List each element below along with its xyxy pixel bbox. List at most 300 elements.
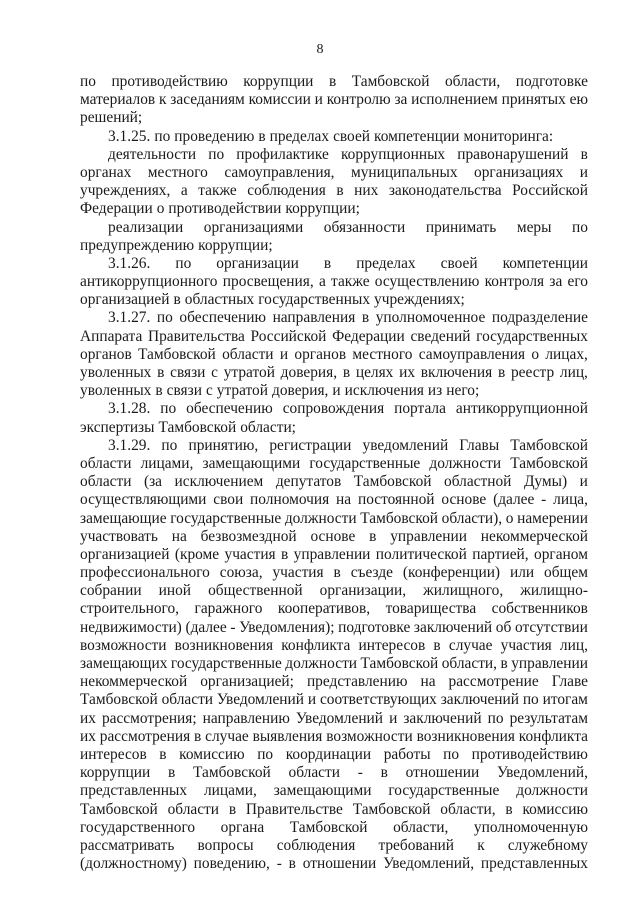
word: Тамбовской [80, 800, 158, 818]
word: области, [444, 73, 501, 90]
text-line [80, 728, 588, 746]
text-line [80, 91, 588, 109]
word: мониторинга: [463, 127, 554, 145]
word: рассмотрение [448, 673, 539, 691]
word: управлении [293, 545, 371, 563]
word: должности [285, 655, 358, 672]
text-line [80, 328, 588, 346]
word: коррупции [80, 764, 151, 782]
word: своей [440, 254, 478, 272]
word: в [228, 800, 237, 818]
word: полномочия [250, 491, 330, 509]
word: области, [441, 655, 497, 672]
word: их [399, 364, 416, 381]
word: Тамбовской [158, 418, 237, 436]
word: жилищно- [520, 582, 588, 600]
word: по [572, 218, 588, 236]
word: организациях [474, 163, 564, 181]
word: депутатов [275, 473, 342, 491]
word: в [173, 291, 181, 309]
text-line [80, 273, 588, 291]
word: Российской [250, 327, 327, 345]
word: 3.1.26. [108, 254, 151, 272]
word: соблюдения [276, 836, 356, 854]
word: в [336, 182, 344, 200]
word: 3.1.29. [108, 436, 151, 454]
word: по [154, 127, 171, 145]
word: материалов [80, 91, 156, 109]
word: реализации [108, 218, 184, 236]
text-line [80, 128, 588, 146]
word: в [258, 127, 266, 145]
word: собственников [491, 600, 588, 618]
word: (кроме [174, 545, 220, 563]
word: и [332, 382, 341, 400]
word: координации [285, 745, 372, 763]
word: осуществлению [374, 273, 480, 291]
word: поведению, [193, 855, 270, 873]
word: также [198, 182, 237, 200]
word: в [580, 145, 588, 163]
word: него; [446, 382, 480, 400]
word: строительного, [80, 600, 180, 618]
word: области [161, 691, 214, 709]
word: области [288, 764, 340, 782]
text-line [80, 346, 588, 364]
word: требований [378, 836, 455, 854]
text-line [80, 546, 588, 564]
word: работы [383, 745, 431, 763]
text-line [80, 819, 588, 837]
word: на [336, 491, 352, 509]
word: случае [205, 727, 249, 745]
word: них [354, 182, 379, 200]
word: безвозмездной [200, 527, 297, 545]
word: органов [80, 345, 132, 363]
word: Уведомлений, [383, 855, 475, 873]
word: подготовке [338, 618, 411, 636]
word: самоуправления [418, 345, 526, 363]
word: (должностному) [80, 855, 187, 873]
word: Федерации [332, 327, 405, 345]
word: Тамбовской [352, 800, 431, 818]
word: Тамбовской [80, 691, 158, 709]
word: рассматривать [80, 836, 175, 854]
word: а [180, 182, 188, 200]
word: организацией; [200, 673, 294, 691]
word: итогам [542, 691, 588, 709]
text-line [80, 182, 588, 200]
word: управлении [390, 527, 467, 545]
word: по [522, 691, 539, 709]
word: в [167, 764, 176, 782]
word: Тамбовской [353, 473, 432, 491]
text-line [80, 528, 588, 546]
word: отношении [405, 764, 480, 782]
word: области [80, 454, 132, 472]
word: (далее [493, 491, 535, 509]
text-line [80, 600, 588, 618]
word: противодействию [111, 73, 228, 90]
word: осуществляющими [80, 491, 207, 509]
word: 3.1.28. [108, 400, 151, 418]
word: основе [310, 527, 356, 545]
word: по [156, 309, 173, 327]
word: коррупции [243, 73, 314, 90]
text-line [80, 564, 588, 582]
word: государственных [476, 327, 588, 345]
word: государственные [309, 454, 421, 472]
word: участия [224, 545, 276, 563]
word: также [331, 273, 370, 291]
word: с [205, 382, 213, 400]
word: заключений [413, 618, 493, 636]
word: о [156, 200, 165, 218]
word: Тамбовской [289, 818, 368, 836]
word: в [497, 364, 506, 381]
word: отсутствии [514, 618, 588, 636]
word: Тамбовской [360, 655, 439, 672]
word: государственные [388, 782, 500, 800]
word: государственные [170, 509, 282, 527]
word: регистрации [269, 436, 352, 454]
word: выявления [252, 727, 323, 745]
word: связи [166, 382, 202, 400]
word: просвещения, [222, 273, 314, 291]
word: обеспечению [186, 400, 273, 418]
word: органов [294, 345, 347, 363]
word: иной [158, 582, 192, 600]
word: контролю [326, 91, 391, 109]
word: с [211, 364, 218, 381]
word: основе [441, 491, 487, 509]
word: Уведомлений, [496, 764, 588, 782]
word: на [420, 673, 436, 691]
word: свои [213, 491, 244, 509]
word: из [427, 382, 443, 400]
word: интересов [358, 636, 426, 654]
word: принятию, [188, 436, 259, 454]
word: государственные [170, 655, 282, 672]
text-line [80, 582, 588, 600]
word: противодействии [168, 200, 282, 218]
word: по [161, 436, 178, 454]
word: в [505, 800, 513, 818]
word: Аппарата [80, 327, 143, 345]
word: Федерации [80, 200, 153, 218]
word: исключением [174, 473, 264, 491]
word: лиц, [559, 364, 588, 381]
word: об [495, 618, 512, 636]
word: их [80, 727, 96, 745]
word: лица, [553, 491, 588, 509]
word: - [230, 618, 236, 636]
word: сведений [410, 327, 471, 345]
word: в [157, 364, 165, 381]
word: намерении [517, 509, 588, 527]
word: заключений [440, 691, 519, 709]
word: рассмотрения; [101, 709, 197, 727]
word: некоммерческой [480, 527, 588, 545]
text-line [80, 510, 588, 528]
word: антикоррупционной [455, 400, 588, 418]
word: учреждениях, [80, 182, 171, 200]
word: должности [429, 454, 502, 472]
word: утратой [216, 382, 268, 400]
word: отношении [302, 855, 377, 873]
word: Тамбовской [351, 73, 430, 90]
text-line [80, 400, 588, 418]
word: представлению [306, 673, 408, 691]
word: за [394, 91, 408, 109]
word: и [389, 709, 398, 727]
word: компетенции [374, 127, 460, 145]
word: правонарушений [457, 145, 569, 163]
word: в [155, 382, 163, 400]
word: комиссию [179, 745, 245, 763]
word: некоммерческой [80, 673, 188, 691]
word: Тамбовской [510, 436, 588, 454]
word: комиссию [522, 800, 588, 818]
word: уполномоченную [473, 818, 588, 836]
body-text [80, 73, 588, 873]
word: проведению [174, 127, 255, 145]
word: конфликта [281, 636, 351, 654]
word: Думы) [523, 473, 568, 491]
word: местного [352, 345, 413, 363]
word: направления [272, 309, 356, 327]
word: самоуправления, [224, 163, 335, 181]
word: рассмотрения [99, 727, 191, 745]
word: направлению [202, 709, 290, 727]
text-line [80, 655, 588, 673]
word: доверия, [280, 364, 338, 381]
word: Тамбовской [138, 345, 216, 363]
text-line [80, 619, 588, 637]
word: лицами, [203, 782, 257, 800]
word: организации, [319, 582, 407, 600]
text-line [80, 837, 588, 855]
word: уполномоченное [375, 309, 486, 327]
word: области [167, 800, 220, 818]
word: замещающими [202, 454, 301, 472]
word: (конференции) [402, 564, 501, 582]
text-line [80, 782, 588, 800]
word: организацией [80, 291, 170, 309]
word: профилактике [236, 145, 329, 163]
word: в [323, 254, 332, 272]
word: органа [220, 818, 265, 836]
word: или [509, 564, 535, 582]
word: комиссии [248, 91, 311, 109]
page-number: 8 [316, 42, 324, 57]
word: профессионального [80, 564, 210, 582]
word: области, [393, 818, 449, 836]
word: Главы [459, 436, 500, 454]
text-line [80, 455, 588, 473]
word: общественной [208, 582, 303, 600]
word: участвовать [80, 527, 158, 545]
word: местного [147, 163, 208, 181]
word: органом [534, 545, 588, 563]
word: представленных [80, 782, 188, 800]
text-line [80, 473, 588, 491]
word: связи [170, 364, 206, 381]
word: государственного [80, 818, 196, 836]
word: конфликта [518, 727, 588, 745]
word: (далее [185, 618, 227, 636]
word: в [288, 855, 296, 873]
word: области; [240, 418, 296, 436]
word: антикоррупционного [80, 273, 218, 291]
word: контроля [484, 273, 545, 291]
word: заключений [403, 709, 482, 727]
text-line [80, 219, 588, 237]
word: и [307, 691, 317, 709]
text-line [80, 746, 588, 764]
word: союза, [219, 564, 263, 582]
word: Тамбовской [360, 509, 438, 527]
word: в [433, 636, 441, 654]
word: кооперативов, [277, 600, 371, 618]
word: замещающими [273, 782, 372, 800]
text-line [80, 309, 588, 327]
word: противодействию [471, 745, 588, 763]
word: лицами, [140, 454, 194, 472]
word: управлении [511, 655, 588, 672]
word: по [208, 145, 225, 163]
text-line [80, 164, 588, 182]
word: соблюдения [247, 182, 326, 200]
word: представленных [480, 855, 588, 873]
word: исполнением [411, 91, 498, 109]
word: по [80, 73, 96, 90]
word: заседаниям [170, 91, 245, 109]
word: в [380, 764, 388, 782]
word: Уведомлений [216, 691, 305, 709]
word: случае [448, 636, 493, 654]
text-line [80, 382, 588, 400]
word: замещающие [80, 509, 167, 527]
word: уведомлений [362, 436, 449, 454]
text-line [80, 291, 588, 309]
word: учреждениях; [374, 291, 465, 309]
word: исключения [344, 382, 424, 400]
word: гаражного [194, 600, 263, 618]
word: областных [184, 291, 255, 309]
word: возможности [326, 727, 413, 745]
word: области), [441, 509, 503, 527]
text-line [80, 673, 588, 691]
word: интересов [80, 745, 147, 763]
word: должности [516, 782, 588, 800]
word: в [194, 727, 202, 745]
word: пределах [356, 254, 416, 272]
word: уволенных [80, 382, 152, 400]
word: своей [333, 127, 371, 145]
word: их [80, 709, 96, 727]
word: 3.1.27. [108, 309, 151, 327]
word: ею [569, 91, 588, 109]
word: обеспечению [179, 309, 266, 327]
word: по [160, 400, 177, 418]
word: участия [500, 636, 552, 654]
word: портала [394, 400, 446, 418]
text-line [80, 109, 588, 127]
word: собрании [80, 582, 142, 600]
word: законодательства [388, 182, 502, 200]
word: предупреждению [80, 236, 195, 254]
word: компетенции [502, 254, 588, 272]
word: жилищного, [423, 582, 504, 600]
word: в [361, 309, 370, 327]
word: - [276, 855, 282, 873]
word: обязанности [323, 218, 406, 236]
text-line [80, 255, 588, 273]
word: коррупции; [285, 200, 360, 218]
word: государственных [258, 291, 371, 309]
word: утратой [223, 364, 275, 381]
word: доверия, [272, 382, 329, 400]
word: области [222, 345, 274, 363]
word: соответствующих [319, 691, 437, 709]
text-line [80, 637, 588, 655]
word: по [175, 254, 192, 272]
word: Главе [551, 673, 588, 691]
word: в [159, 745, 167, 763]
word: Правительства [147, 327, 245, 345]
word: Тамбовской [193, 764, 271, 782]
word: постоянной [357, 491, 435, 509]
text-line [80, 437, 588, 455]
word: (за [143, 473, 163, 491]
word: Уведомления); [239, 618, 335, 636]
word: в [333, 564, 341, 582]
text-line [80, 237, 588, 255]
word: лиц, [559, 636, 588, 654]
word: и [579, 163, 588, 181]
word: Уведомлений [295, 709, 384, 727]
word: участия [272, 564, 324, 582]
word: Правительстве [245, 800, 343, 818]
word: экспертизы [80, 418, 155, 436]
word: области, [440, 800, 496, 818]
word: по [443, 745, 460, 763]
word: и [579, 473, 588, 491]
word: в [342, 364, 351, 381]
word: съезде [350, 564, 393, 582]
word: целях [355, 364, 394, 381]
word: в [369, 527, 377, 545]
word: по [257, 745, 274, 763]
word: коррупции; [198, 236, 273, 254]
word: о [505, 509, 514, 527]
text-line [80, 146, 588, 164]
word: пределах [269, 127, 330, 145]
word: а [318, 273, 326, 291]
word: включения [420, 364, 493, 381]
word: за [549, 273, 563, 291]
word: Тамбовской [510, 454, 588, 472]
word: органах [80, 163, 132, 181]
word: возникновения [174, 636, 274, 654]
word: служебному [507, 836, 588, 854]
text-line [80, 764, 588, 782]
word: организациями [203, 218, 304, 236]
text-line [80, 200, 588, 218]
word: результатам [509, 709, 588, 727]
word: его [567, 273, 588, 291]
